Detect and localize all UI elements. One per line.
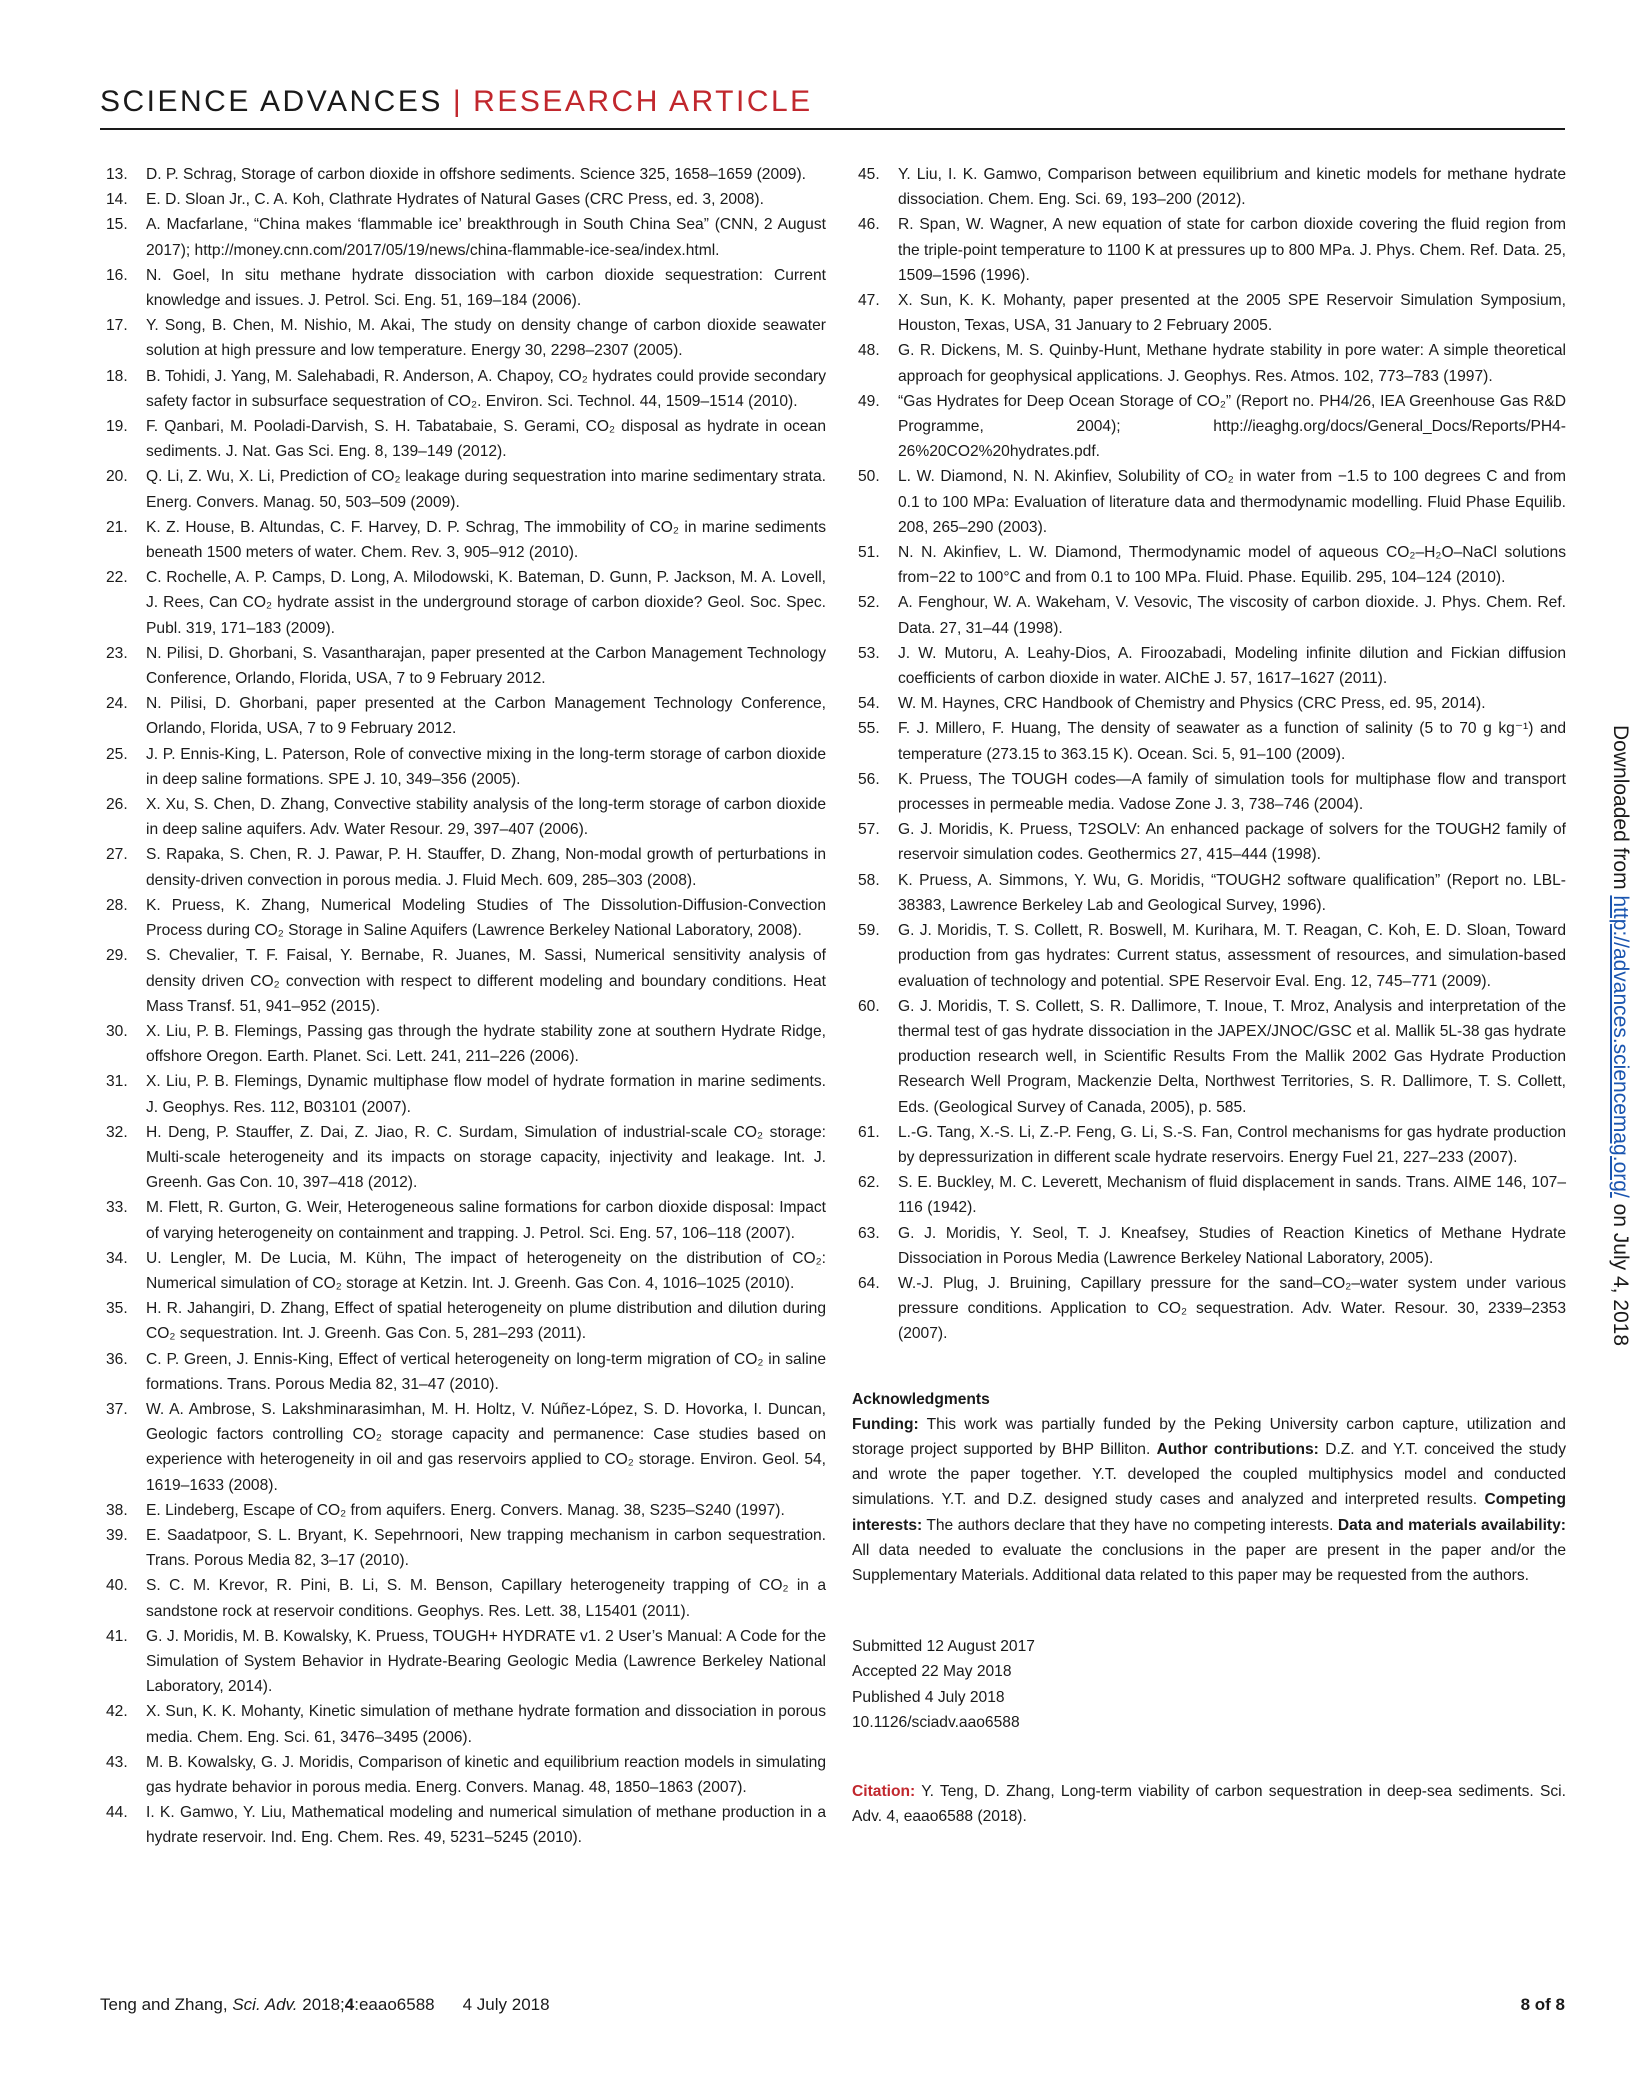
reference-text: W. M. Haynes, CRC Handbook of Chemistry and Physics (CRC Press, ed. 95, 2014). bbox=[898, 695, 1486, 713]
reference-text: X. Liu, P. B. Flemings, Dynamic multiphase flow model of hydrate formation in marine sediments. J. Geophys. Res. 112, B03101 (2007). bbox=[146, 1073, 826, 1116]
footer-year: 2018; bbox=[297, 1995, 345, 2014]
reference-item bbox=[100, 842, 826, 892]
reference-number: 29. bbox=[106, 947, 128, 965]
reference-item bbox=[852, 767, 1566, 817]
reference-item bbox=[100, 641, 826, 691]
reference-number: 61. bbox=[858, 1123, 880, 1141]
reference-text: Q. Li, Z. Wu, X. Li, Prediction of CO₂ leakage during sequestration into marine sedimentary strata. Energ. Convers. Manag. 50, 503–509 (2009). bbox=[146, 468, 826, 511]
reference-item bbox=[100, 162, 826, 187]
reference-number: 32. bbox=[106, 1123, 128, 1141]
reference-number: 16. bbox=[106, 266, 128, 284]
journal-name: SCIENCE ADVANCES bbox=[100, 85, 443, 118]
article-type: RESEARCH ARTICLE bbox=[473, 85, 813, 118]
reference-number: 18. bbox=[106, 367, 128, 385]
contributions-text: D.Z. and Y.T. conceived the study and wrote the paper together. Y.T. developed the coupled multiphysics model and conducted simulations. Y.T. and D.Z. designed study cases and analyzed and interpreted results. bbox=[852, 1440, 1566, 1509]
download-notice bbox=[1599, 725, 1635, 1735]
footer-date: 4 July 2018 bbox=[462, 1995, 550, 2014]
reference-text: X. Sun, K. K. Mohanty, paper presented at the 2005 SPE Reservoir Simulation Symposium, Houston, Texas, USA, 31 January to 2 February 2005. bbox=[898, 292, 1566, 335]
reference-number: 40. bbox=[106, 1577, 128, 1595]
footer-article-id: :eaao6588 bbox=[354, 1995, 435, 2014]
reference-number: 23. bbox=[106, 644, 128, 662]
reference-text: J. W. Mutoru, A. Leahy-Dios, A. Firoozabadi, Modeling infinite dilution and Fickian diffusion coefficients of carbon dioxide in water. AIChE J. 57, 1617–1627 (2011). bbox=[898, 644, 1566, 688]
reference-item bbox=[852, 691, 1566, 716]
reference-item bbox=[100, 515, 826, 565]
reference-number: 46. bbox=[858, 216, 880, 234]
reference-text: I. K. Gamwo, Y. Liu, Mathematical modeling and numerical simulation of methane production in a hydrate reservoir. Ind. Eng. Chem. Res. 49, 5231–5245 (2010). bbox=[146, 1804, 826, 1847]
reference-item bbox=[100, 313, 826, 363]
reference-text: F. Qanbari, M. Pooladi-Darvish, S. H. Tabatabaie, S. Gerami, CO₂ disposal as hydrate in ocean sediments. J. Nat. Gas Sci. Eng. 8, 139–149 (2012). bbox=[146, 418, 826, 461]
reference-text: “Gas Hydrates for Deep Ocean Storage of CO₂” (Report no. PH4/26, IEA Greenhouse Gas R&D Programme, 2004); http://ieaghg.org/docs/General_Docs/Reports/PH4-26%20CO2%20hydrates.pdf. bbox=[898, 392, 1566, 461]
reference-item bbox=[100, 1800, 826, 1850]
reference-text: S. Chevalier, T. F. Faisal, Y. Bernabe, R. Juanes, M. Sassi, Numerical sensitivity analysis of density driven CO₂ convection with respect to different modeling and boundary conditions. Heat Mass Transf. 51, 941–952 (2015). bbox=[146, 947, 826, 1015]
accepted-date: Accepted 22 May 2018 bbox=[852, 1663, 1012, 1681]
citation bbox=[852, 1779, 1566, 1829]
reference-number: 62. bbox=[858, 1174, 880, 1192]
reference-number: 63. bbox=[858, 1224, 880, 1242]
reference-item bbox=[100, 565, 826, 641]
reference-item bbox=[852, 338, 1566, 388]
reference-number: 34. bbox=[106, 1249, 128, 1267]
reference-item bbox=[100, 1573, 826, 1623]
reference-item bbox=[852, 389, 1566, 465]
download-suffix: on July 4, 2018 bbox=[1609, 1197, 1632, 1347]
reference-text: Y. Song, B. Chen, M. Nishio, M. Akai, The study on density change of carbon dioxide seawater solution at high pressure and low temperature. Energy 30, 2298–2307 (2005). bbox=[146, 317, 826, 360]
reference-item bbox=[100, 1750, 826, 1800]
reference-number: 41. bbox=[106, 1627, 128, 1645]
download-prefix: Downloaded from bbox=[1609, 725, 1632, 896]
reference-number: 17. bbox=[106, 317, 128, 335]
reference-text: G. R. Dickens, M. S. Quinby-Hunt, Methane hydrate stability in pore water: A simple theoretical approach for geophysical applications. J. Geophys. Res. Atmos. 102, 773–783 (1997). bbox=[898, 342, 1566, 385]
reference-item bbox=[100, 1624, 826, 1700]
reference-item bbox=[852, 817, 1566, 867]
reference-item bbox=[100, 893, 826, 943]
reference-item bbox=[100, 1246, 826, 1296]
reference-item bbox=[100, 464, 826, 514]
reference-number: 51. bbox=[858, 544, 880, 562]
reference-item bbox=[100, 792, 826, 842]
reference-number: 25. bbox=[106, 745, 128, 763]
reference-number: 33. bbox=[106, 1199, 128, 1217]
references-left-column bbox=[100, 162, 826, 1851]
reference-item bbox=[100, 1019, 826, 1069]
funding-text: This work was partially funded by the Peking University carbon capture, utilization and storage project supported by BHP Billiton. bbox=[852, 1415, 1566, 1458]
reference-number: 20. bbox=[106, 468, 128, 486]
references-right-column bbox=[852, 162, 1566, 1347]
reference-number: 57. bbox=[858, 821, 880, 839]
reference-item bbox=[852, 1271, 1566, 1347]
reference-text: J. P. Ennis-King, L. Paterson, Role of convective mixing in the long-term storage of carbon dioxide in deep saline formations. SPE J. 10, 349–356 (2005). bbox=[146, 745, 826, 788]
reference-text: F. J. Millero, F. Huang, The density of seawater as a function of salinity (5 to 70 g kg⁻¹) and temperature (273.15 to 363.15 K). Ocean. Sci. 5, 91–100 (2009). bbox=[898, 720, 1566, 763]
reference-text: A. Macfarlane, “China makes ‘flammable ice’ breakthrough in South China Sea” (CNN, 2 August 2017); http://money.cnn.com/2017/05/19/news/china-flammable-ice-sea/index.html. bbox=[146, 216, 826, 259]
citation-label: Citation: bbox=[852, 1782, 916, 1800]
reference-text: S. C. M. Krevor, R. Pini, B. Li, S. M. Benson, Capillary heterogeneity trapping of CO₂ in a sandstone rock at reservoir conditions. Geophys. Res. Lett. 38, L15401 (2011). bbox=[146, 1577, 826, 1620]
reference-item bbox=[852, 1120, 1566, 1170]
reference-number: 37. bbox=[106, 1400, 128, 1418]
reference-number: 19. bbox=[106, 418, 128, 436]
footer-authors: Teng and Zhang, bbox=[100, 1995, 233, 2014]
reference-item bbox=[852, 716, 1566, 766]
reference-item bbox=[852, 1170, 1566, 1220]
reference-text: M. Flett, R. Gurton, G. Weir, Heterogeneous saline formations for carbon dioxide disposal: Impact of varying heterogeneity on containment and trapping. J. Petrol. Sci. Eng. 57, 106–118 (2007). bbox=[146, 1199, 826, 1242]
reference-number: 22. bbox=[106, 569, 128, 587]
reference-number: 13. bbox=[106, 166, 128, 183]
page-number: 8 of 8 bbox=[1520, 1995, 1565, 2014]
competing-text: The authors declare that they have no competing interests. bbox=[926, 1516, 1334, 1534]
footer-journal: Sci. Adv. bbox=[232, 1995, 298, 2014]
reference-item bbox=[100, 364, 826, 414]
reference-number: 38. bbox=[106, 1501, 128, 1519]
reference-number: 21. bbox=[106, 518, 128, 536]
reference-text: Y. Liu, I. K. Gamwo, Comparison between equilibrium and kinetic models for methane hydrate dissociation. Chem. Eng. Sci. 69, 193–200 (2012). bbox=[898, 166, 1566, 209]
acknowledgments-body bbox=[852, 1412, 1566, 1588]
reference-text: N. N. Akinfiev, L. W. Diamond, Thermodynamic model of aqueous CO₂–H₂O–NaCl solutions from−22 to 100°C and from 0.1 to 100 MPa. Fluid. Phase. Equilib. 295, 104–124 (2010). bbox=[898, 544, 1566, 587]
reference-item bbox=[100, 943, 826, 1019]
reference-item bbox=[852, 590, 1566, 640]
reference-text: X. Xu, S. Chen, D. Zhang, Convective stability analysis of the long-term storage of carbon dioxide in deep saline aquifers. Adv. Water Resour. 29, 397–407 (2006). bbox=[146, 796, 826, 839]
reference-number: 53. bbox=[858, 644, 880, 662]
reference-text: S. Rapaka, S. Chen, R. J. Pawar, P. H. Stauffer, D. Zhang, Non-modal growth of perturbations in density-driven convection in porous media. J. Fluid Mech. 609, 285–303 (2008). bbox=[146, 846, 826, 889]
contributions-label: Author contributions: bbox=[1156, 1440, 1319, 1458]
publication-dates bbox=[852, 1634, 1566, 1735]
reference-item bbox=[100, 742, 826, 792]
reference-number: 35. bbox=[106, 1300, 128, 1318]
reference-number: 43. bbox=[106, 1753, 128, 1771]
reference-text: E. Lindeberg, Escape of CO₂ from aquifers. Energ. Convers. Manag. 38, S235–S240 (1997). bbox=[146, 1501, 785, 1519]
download-sidebar bbox=[1603, 725, 1639, 1735]
reference-text: N. Goel, In situ methane hydrate dissociation with carbon dioxide sequestration: Current knowledge and issues. J. Petrol. Sci. Eng. 51, 169–184 (2006). bbox=[146, 266, 826, 310]
reference-number: 42. bbox=[106, 1703, 128, 1721]
reference-number: 52. bbox=[858, 594, 880, 612]
reference-number: 58. bbox=[858, 871, 880, 889]
footer-citation bbox=[100, 1994, 550, 2016]
reference-text: U. Lengler, M. De Lucia, M. Kühn, The impact of heterogeneity on the distribution of CO₂: Numerical simulation of CO₂ storage at Ketzin. Int. J. Greenh. Gas Con. 4, 1016–1025 (2010). bbox=[146, 1249, 826, 1292]
download-link[interactable]: http://advances.sciencemag.org/ bbox=[1609, 895, 1632, 1198]
reference-number: 45. bbox=[858, 166, 880, 183]
reference-number: 48. bbox=[858, 342, 880, 360]
published-date: Published 4 July 2018 bbox=[852, 1688, 1005, 1706]
funding-label: Funding: bbox=[852, 1415, 919, 1433]
reference-number: 28. bbox=[106, 896, 128, 914]
reference-number: 60. bbox=[858, 997, 880, 1015]
reference-text: K. Pruess, The TOUGH codes—A family of simulation tools for multiphase flow and transport processes in permeable media. Vadose Zone J. 3, 738–746 (2004). bbox=[898, 770, 1566, 814]
reference-text: X. Sun, K. K. Mohanty, Kinetic simulation of methane hydrate formation and dissociation in porous media. Chem. Eng. Sci. 61, 3476–3495 (2006). bbox=[146, 1703, 826, 1746]
reference-text: M. B. Kowalsky, G. J. Moridis, Comparison of kinetic and equilibrium reaction models in simulating gas hydrate behavior in porous media. Energ. Convers. Manag. 48, 1850–1863 (2007). bbox=[146, 1753, 826, 1796]
reference-item bbox=[852, 994, 1566, 1120]
reference-text: N. Pilisi, D. Ghorbani, paper presented at the Carbon Management Technology Conference, Orlando, Florida, USA, 7 to 9 February 2012. bbox=[146, 695, 826, 738]
reference-text: W. A. Ambrose, S. Lakshminarasimhan, M. H. Holtz, V. Núñez-López, S. D. Hovorka, I. Duncan, Geologic factors controlling CO₂ storage capacity and permanence: Case studies based on experience with heterogeneity in oil and gas reservoirs applied to CO₂ storage. Environ. Geol. 54, 1619–1633 (2008). bbox=[146, 1400, 826, 1494]
reference-item bbox=[100, 414, 826, 464]
reference-number: 47. bbox=[858, 292, 880, 310]
reference-number: 15. bbox=[106, 216, 128, 234]
reference-item bbox=[100, 1120, 826, 1196]
reference-text: E. D. Sloan Jr., C. A. Koh, Clathrate Hydrates of Natural Gases (CRC Press, ed. 3, 2008). bbox=[146, 191, 764, 209]
reference-text: K. Pruess, K. Zhang, Numerical Modeling Studies of The Dissolution-Diffusion-Convection Process during CO₂ Storage in Saline Aquifers (Lawrence Berkeley National Laboratory, 2008). bbox=[146, 896, 826, 940]
reference-text: N. Pilisi, D. Ghorbani, S. Vasantharajan, paper presented at the Carbon Management Technology Conference, Orlando, Florida, USA, 7 to 9 February 2012. bbox=[146, 644, 826, 688]
data-availability-text: All data needed to evaluate the conclusions in the paper are present in the paper and/or the Supplementary Materials. Additional data related to this paper may be requested from the authors. bbox=[852, 1541, 1566, 1584]
reference-number: 36. bbox=[106, 1350, 128, 1368]
footer-volume: 4 bbox=[344, 1995, 355, 2014]
reference-item bbox=[100, 691, 826, 741]
reference-number: 50. bbox=[858, 468, 880, 486]
reference-item bbox=[100, 1498, 826, 1523]
reference-item bbox=[852, 162, 1566, 212]
reference-text: A. Fenghour, W. A. Wakeham, V. Vesovic, The viscosity of carbon dioxide. J. Phys. Chem. Ref. Data. 27, 31–44 (1998). bbox=[898, 594, 1566, 637]
reference-text: H. R. Jahangiri, D. Zhang, Effect of spatial heterogeneity on plume distribution and dilution during CO₂ sequestration. Int. J. Greenh. Gas Con. 5, 281–293 (2011). bbox=[146, 1300, 826, 1343]
reference-item bbox=[852, 288, 1566, 338]
reference-item bbox=[100, 187, 826, 212]
reference-text: R. Span, W. Wagner, A new equation of state for carbon dioxide covering the fluid region from the triple-point temperature to 1100 K at pressures up to 800 MPa. J. Phys. Chem. Ref. Data. 25, 1509–1596 (1996). bbox=[898, 216, 1566, 284]
reference-number: 55. bbox=[858, 720, 880, 738]
reference-text: E. Saadatpoor, S. L. Bryant, K. Sepehrnoori, New trapping mechanism in carbon sequestration. Trans. Porous Media 82, 3–17 (2010). bbox=[146, 1526, 826, 1570]
reference-item bbox=[852, 212, 1566, 288]
reference-item bbox=[852, 464, 1566, 540]
header-rule bbox=[100, 128, 1565, 130]
reference-text: C. P. Green, J. Ennis-King, Effect of vertical heterogeneity on long-term migration of CO₂ in saline formations. Trans. Porous Media 82, 31–47 (2010). bbox=[146, 1350, 826, 1393]
header-separator: | bbox=[452, 85, 464, 118]
reference-text: G. J. Moridis, Y. Seol, T. J. Kneafsey, Studies of Reaction Kinetics of Methane Hydrate Dissociation in Porous Media (Lawrence Berkeley National Laboratory, 2005). bbox=[898, 1224, 1566, 1267]
reference-number: 27. bbox=[106, 846, 128, 864]
reference-number: 39. bbox=[106, 1526, 128, 1544]
reference-item bbox=[852, 540, 1566, 590]
reference-number: 24. bbox=[106, 695, 128, 713]
reference-number: 64. bbox=[858, 1274, 880, 1292]
reference-item bbox=[852, 641, 1566, 691]
reference-number: 26. bbox=[106, 796, 128, 814]
competing-label: Competing interests: bbox=[852, 1491, 1566, 1534]
reference-text: G. J. Moridis, M. B. Kowalsky, K. Pruess, TOUGH+ HYDRATE v1. 2 User’s Manual: A Code for the Simulation of System Behavior in Hydrate-Bearing Geologic Media (Lawrence Berkeley National Laboratory, 2014). bbox=[146, 1627, 826, 1696]
reference-item bbox=[100, 1397, 826, 1498]
reference-number: 31. bbox=[106, 1073, 128, 1091]
reference-text: B. Tohidi, J. Yang, M. Salehabadi, R. Anderson, A. Chapoy, CO₂ hydrates could provide secondary safety factor in subsurface sequestration of CO₂. Environ. Sci. Technol. 44, 1509–1514 (2010). bbox=[146, 367, 826, 410]
reference-number: 44. bbox=[106, 1804, 128, 1822]
doi[interactable]: 10.1126/sciadv.aao6588 bbox=[852, 1713, 1020, 1731]
reference-item bbox=[100, 1069, 826, 1119]
reference-text: C. Rochelle, A. P. Camps, D. Long, A. Milodowski, K. Bateman, D. Gunn, P. Jackson, M. A. Lovell, J. Rees, Can CO₂ hydrate assist in the underground storage of carbon dioxide? Geol. Soc. Spec. Publ. 319, 171–183 (2009). bbox=[146, 569, 826, 637]
reference-text: G. J. Moridis, T. S. Collett, S. R. Dallimore, T. Inoue, T. Mroz, Analysis and interpretation of the thermal test of gas hydrate dissociation in the JAPEX/JNOC/GSC et al. Mallik 5L-38 gas hydrate production research well, in Scientific Results From the Mallik 2002 Gas Hydrate Production Research Well Program, Mackenzie Delta, Northwest Territories, S. R. Dallimore, T. S. Collett, Eds. (Geological Survey of Canada, 2005), p. 585. bbox=[898, 997, 1566, 1116]
reference-text: X. Liu, P. B. Flemings, Passing gas through the hydrate stability zone at southern Hydrate Ridge, offshore Oregon. Earth. Planet. Sci. Lett. 241, 211–226 (2006). bbox=[146, 1022, 826, 1066]
reference-text: K. Pruess, A. Simmons, Y. Wu, G. Moridis, “TOUGH2 software qualification” (Report no. LBL-38383, Lawrence Berkeley Lab and Geological Survey, 1996). bbox=[898, 871, 1566, 914]
reference-text: G. J. Moridis, K. Pruess, T2SOLV: An enhanced package of solvers for the TOUGH2 family of reservoir simulation codes. Geothermics 27, 415–444 (1998). bbox=[898, 821, 1566, 864]
journal-header bbox=[100, 84, 1565, 120]
reference-text: S. E. Buckley, M. C. Leverett, Mechanism of fluid displacement in sands. Trans. AIME 146, 107–116 (1942). bbox=[898, 1174, 1566, 1217]
citation-text: Y. Teng, D. Zhang, Long-term viability of carbon sequestration in deep-sea sediments. Sci. Adv. 4, eaao6588 (2018). bbox=[852, 1782, 1566, 1826]
reference-number: 54. bbox=[858, 695, 880, 713]
reference-text: W.-J. Plug, J. Bruining, Capillary pressure for the sand–CO₂–water system under various pressure conditions. Application to CO₂ sequestration. Adv. Water. Resour. 30, 2339–2353 (2007). bbox=[898, 1274, 1566, 1343]
right-column bbox=[852, 162, 1566, 1829]
reference-item bbox=[100, 1195, 826, 1245]
acknowledgments-section bbox=[852, 1387, 1566, 1589]
reference-number: 56. bbox=[858, 770, 880, 788]
reference-text: L.-G. Tang, X.-S. Li, Z.-P. Feng, G. Li, S.-S. Fan, Control mechanisms for gas hydrate production by depressurization in different scale hydrate reservoirs. Energy Fuel 21, 227–233 (2007). bbox=[898, 1123, 1566, 1166]
acknowledgments-title: Acknowledgments bbox=[852, 1390, 990, 1408]
reference-item bbox=[100, 1523, 826, 1573]
reference-number: 59. bbox=[858, 922, 880, 940]
reference-item bbox=[100, 1296, 826, 1346]
reference-number: 30. bbox=[106, 1022, 128, 1040]
reference-text: H. Deng, P. Stauffer, Z. Dai, Z. Jiao, R. C. Surdam, Simulation of industrial-scale CO₂ storage: Multi-scale heterogeneity and its impacts on storage capacity, injectivity and leakage. Int. J. Greenh. Gas Con. 10, 397–418 (2012). bbox=[146, 1123, 826, 1192]
reference-item bbox=[852, 1221, 1566, 1271]
data-availability-label: Data and materials availability: bbox=[1337, 1516, 1566, 1534]
reference-item bbox=[100, 212, 826, 262]
reference-text: L. W. Diamond, N. N. Akinfiev, Solubility of CO₂ in water from −1.5 to 100 degrees C and from 0.1 to 100 MPa: Evaluation of literature data and thermodynamic modelling. Fluid Phase Equilib. 208, 265–290 (2003). bbox=[898, 468, 1566, 536]
reference-text: K. Z. House, B. Altundas, C. F. Harvey, D. P. Schrag, The immobility of CO₂ in marine sediments beneath 1500 meters of water. Chem. Rev. 3, 905–912 (2010). bbox=[146, 518, 826, 562]
reference-item bbox=[852, 868, 1566, 918]
submitted-date: Submitted 12 August 2017 bbox=[852, 1638, 1035, 1656]
reference-text: D. P. Schrag, Storage of carbon dioxide in offshore sediments. Science 325, 1658–1659 (2009). bbox=[146, 166, 806, 183]
reference-item bbox=[852, 918, 1566, 994]
reference-number: 14. bbox=[106, 191, 128, 209]
reference-item bbox=[100, 263, 826, 313]
reference-item bbox=[100, 1699, 826, 1749]
reference-text: G. J. Moridis, T. S. Collett, R. Boswell, M. Kurihara, M. T. Reagan, C. Koh, E. D. Sloan, Toward production from gas hydrates: Current status, assessment of resources, and simulation-based evaluation of technology and potential. SPE Reservoir Eval. Eng. 12, 745–771 (2009). bbox=[898, 922, 1566, 990]
reference-number: 49. bbox=[858, 392, 880, 410]
reference-item bbox=[100, 1347, 826, 1397]
